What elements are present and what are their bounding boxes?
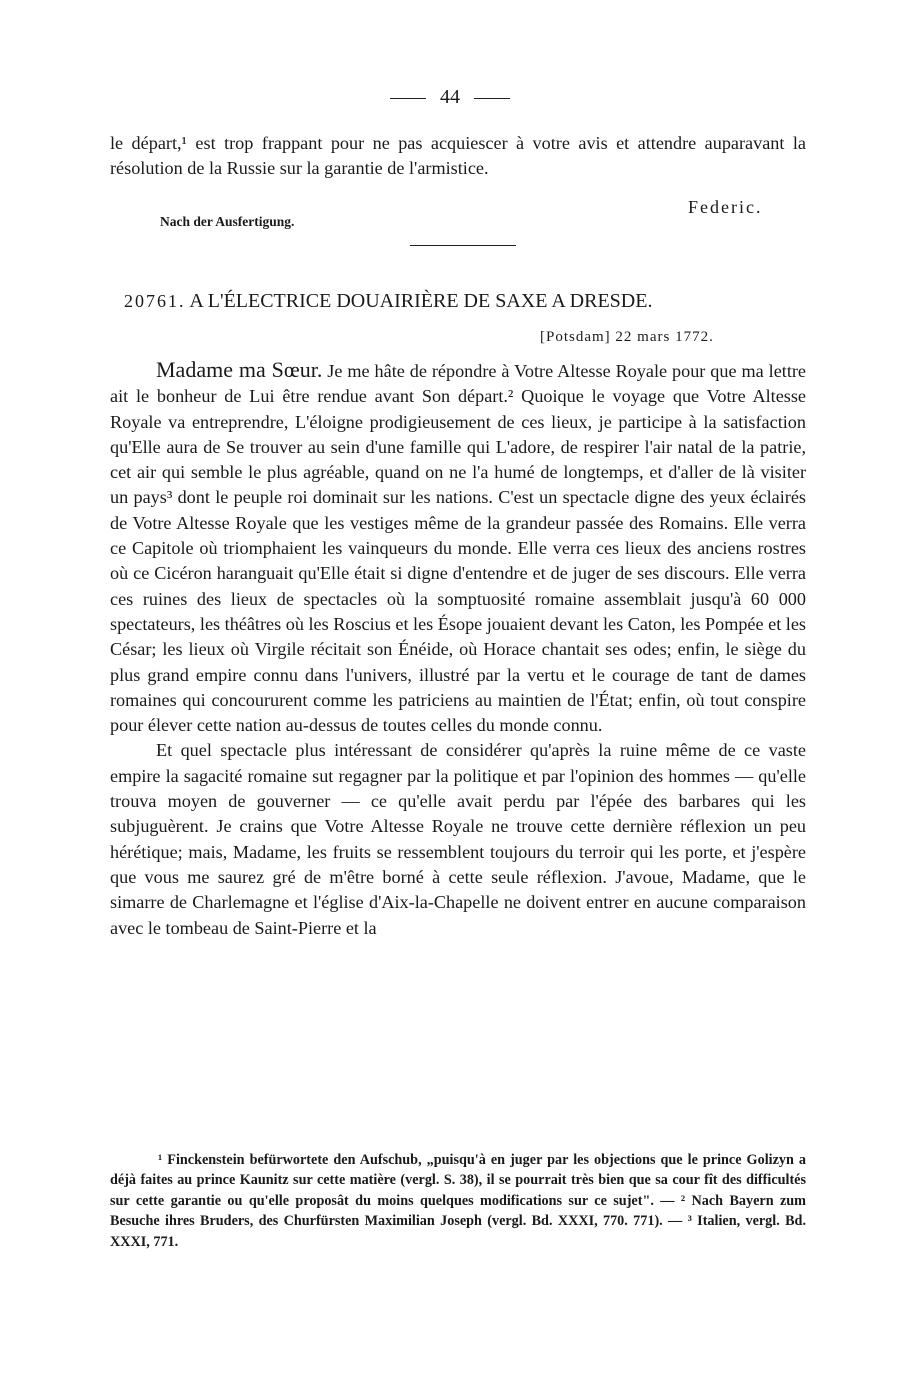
- letter-number: 20761.: [124, 291, 186, 311]
- letter-body: [110, 357, 806, 941]
- letter-paragraph-2: Et quel spectacle plus intéressant de considérer qu'après la ruine même de ce vaste empire la sagacité romaine sut regagner par la politique et par l'opinion des hommes — qu'elle trouva moyen de gouverner — ce qu'elle avait perdu par l'épée des barbares qui les subjuguèrent. Je crains que Votre Altesse Royale ne trouve cette dernière réflexion un peu hérétique; mais, Madame, les fruits se ressemblent toujours du terroir qui les porte, et j'espère que vous me saurez gré de m'être borné à cette seule réflexion. J'avoue, Madame, que le simarre de Charlemagne et l'église d'Aix-la-Chapelle ne doivent entrer en aucune comparaison avec le tombeau de Saint-Pierre et la: [110, 740, 806, 938]
- opening-text: le départ,¹ est trop frappant pour ne pas acquiescer à votre avis et attendre auparavant la résolution de la Russie sur la garantie de l'armistice.: [110, 133, 806, 179]
- letter-heading: [124, 290, 652, 313]
- page-number: 44: [440, 86, 460, 108]
- letter-title: A L'ÉLECTRICE DOUAIRIÈRE DE SAXE A DRESDE.: [189, 290, 653, 312]
- letter-paragraph-1: [110, 357, 806, 738]
- opening-paragraph: [110, 131, 806, 182]
- header-dash-right: [474, 98, 510, 99]
- salutation: Madame ma Sœur.: [156, 357, 323, 382]
- section-divider: [410, 245, 516, 246]
- letter-dateline: [Potsdam] 22 mars 1772.: [540, 329, 714, 345]
- source-note: Nach der Ausfertigung.: [160, 214, 295, 229]
- page-header: [0, 86, 900, 109]
- paragraph-1-text: Je me hâte de répondre à Votre Altesse Royale pour que ma lettre ait le bonheur de Lui être rendue avant Son départ.² Quoique le voyage que Votre Altesse Royale va entreprendre, L'éloigne prodigieusement de ces lieux, je participe à la satisfaction qu'Elle aura de Se trouver au sein d'une famille qui L'adore, de respirer l'air natal de la patrie, cet air qui semble le plus agréable, quand on ne l'a humé de longtemps, et d'aller de là visiter un pays³ dont le peuple roi dominait sur les nations. C'est un spectacle digne des yeux éclairés de Votre Altesse Royale que les vestiges même de la grandeur passée des Romains. Elle verra ce Capitole où triomphaient les vainqueurs du monde. Elle verra ces lieux des anciens rostres où ce Cicéron haranguait qu'Elle était si digne d'entendre et de juger de ses discours. Elle verra ces ruines des lieux de spectacles où la somptuosité romaine assemblait jusqu'à 60 000 spectateurs, les théâtres où les Roscius et les Ésope jouaient devant les Caton, les Pompée et les César; les lieux où Virgile récitait son Énéide, où Horace chantait ses odes; enfin, le siège du plus grand empire connu dans l'univers, illustré par la vertu et le courage de tant de dames romaines qui concoururent comme les patriciens au maintien de l'État; enfin, où tout conspire pour élever cette nation au-dessus de toutes celles du monde connu.: [110, 361, 807, 736]
- footnote-text: ¹ Finckenstein befürwortete den Aufschub, „puisqu'à en juger par les objections que le prince Golizyn a déjà faites au prince Kaunitz sur cette matière (vergl. S. 38), il se pourrait très bien que sa cour fît des difficultés sur cette garantie ou qu'elle proposât du moins quelques modifications sur ce sujet". — ² Nach Bayern zum Besuche ihres Bruders, des Churfürsten Maximilian Joseph (vergl. Bd. XXXI, 770. 771). — ³ Italien, vergl. Bd. XXXI, 771.: [110, 1152, 806, 1250]
- header-dash-left: [390, 98, 426, 99]
- signature: Federic.: [688, 197, 763, 217]
- footnotes: [110, 1150, 806, 1252]
